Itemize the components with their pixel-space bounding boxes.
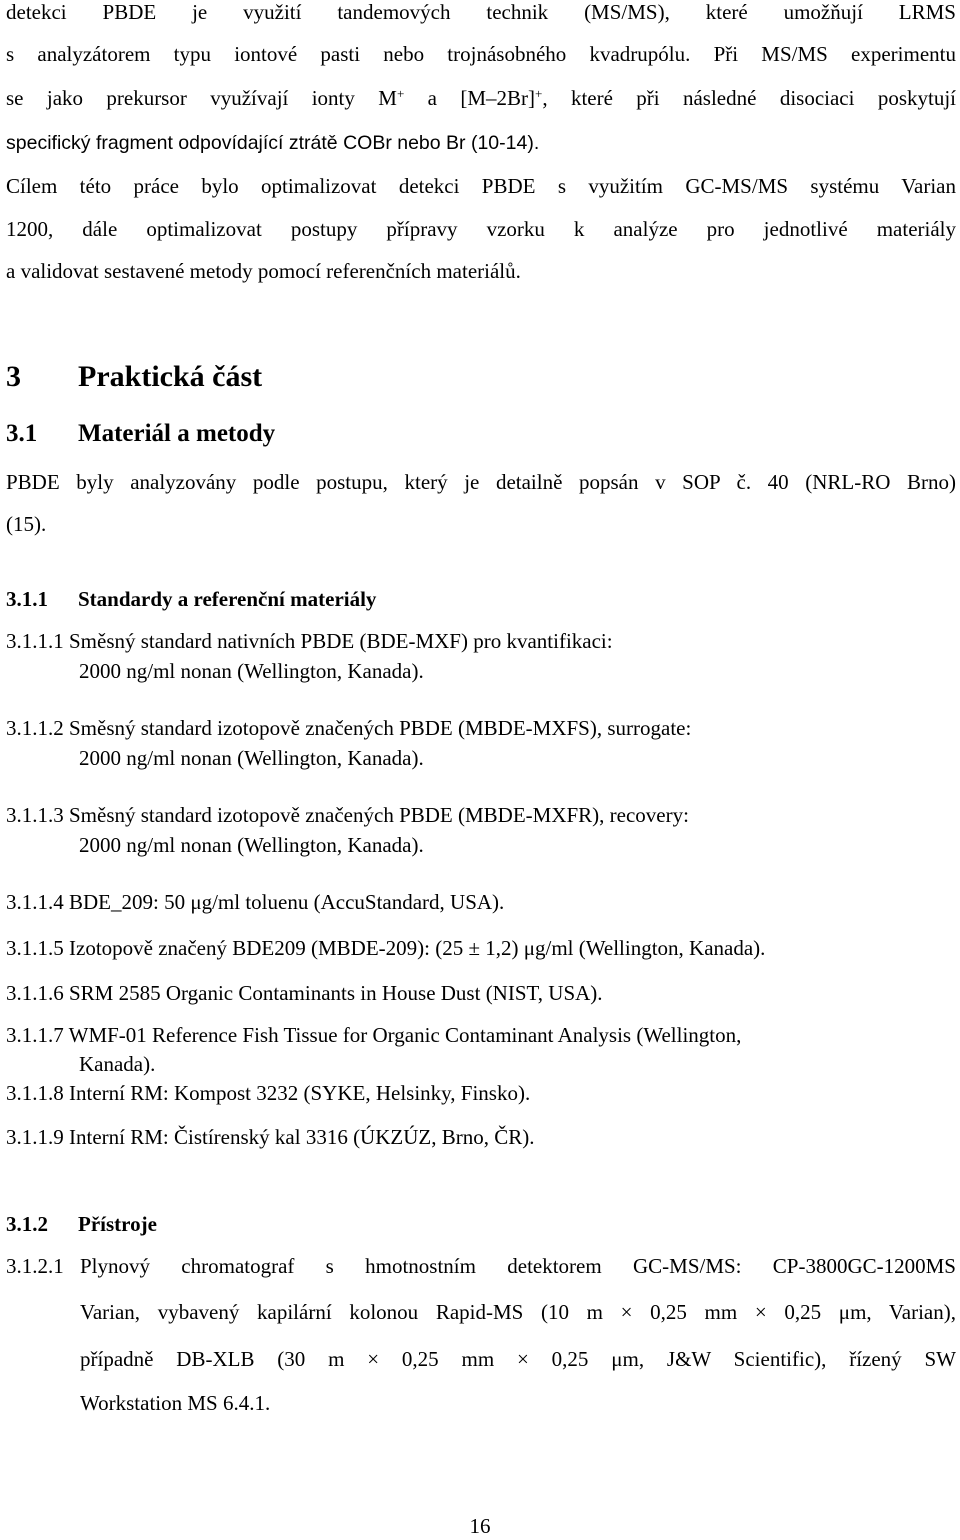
item-number: 3.1.1.2: [6, 716, 64, 740]
list-item: [6, 1252, 956, 1280]
item-text: Interní RM: Kompost 3232 (SYKE, Helsinky, Finsko).: [69, 1081, 531, 1105]
item-text: Plynový chromatograf s hmotnostním detektorem GC-MS/MS: CP-3800GC-1200MS: [80, 1254, 956, 1278]
section-number: 3.1.2: [6, 1212, 48, 1236]
item-text: Směsný standard nativních PBDE (BDE-MXF) pro kvantifikaci:: [69, 629, 613, 653]
section-number: 3: [6, 360, 21, 393]
list-item-continuation: Workstation MS 6.4.1.: [80, 1391, 271, 1415]
item-text: Směsný standard izotopově značených PBDE (MBDE-MXFS), surrogate:: [69, 716, 692, 740]
list-item-continuation: 2000 ng/ml nonan (Wellington, Kanada).: [79, 659, 424, 683]
section-title: Standardy a referenční materiály: [78, 587, 377, 611]
section-heading: [6, 359, 262, 395]
section-title: Přístroje: [78, 1212, 157, 1236]
text-span: a [M–2Br]: [404, 86, 535, 110]
list-item: [6, 888, 504, 916]
item-text: WMF-01 Reference Fish Tissue for Organic Contaminant Analysis (Wellington,: [68, 1023, 742, 1047]
item-number: 3.1.1.7: [6, 1023, 64, 1047]
list-item: [6, 801, 689, 829]
item-number: 3.1.1.5: [6, 936, 64, 960]
paragraph-line: detekci PBDE je využití tandemových technik (MS/MS), které umožňují LRMS: [6, 0, 956, 24]
item-number: 3.1.1.6: [6, 981, 64, 1005]
item-text: Izotopově značený BDE209 (MBDE-209): (25 ± 1,2) μg/ml (Wellington, Kanada).: [69, 936, 766, 960]
superscript: +: [396, 86, 405, 101]
section-title: Praktická část: [78, 360, 263, 393]
subsection-heading: [6, 418, 275, 450]
item-text: BDE_209: 50 μg/ml toluenu (AccuStandard, USA).: [69, 890, 505, 914]
item-number: 3.1.2.1: [6, 1254, 64, 1278]
list-item-continuation: Varian, vybavený kapilární kolonou Rapid-MS (10 m × 0,25 mm × 0,25 μm, Varian),: [80, 1300, 956, 1324]
list-item: [6, 714, 691, 742]
list-item: [6, 1021, 741, 1049]
list-item-continuation: případně DB-XLB (30 m × 0,25 mm × 0,25 μm, J&W Scientific), řízený SW: [80, 1347, 956, 1371]
item-text: Směsný standard izotopově značených PBDE (MBDE-MXFR), recovery:: [69, 803, 689, 827]
paragraph-line: specifický fragment odpovídající ztrátě COBr nebo Br (10-14).: [6, 132, 540, 154]
list-item: [6, 1123, 534, 1151]
list-item: [6, 1079, 530, 1107]
list-item: [6, 627, 613, 655]
list-item-continuation: Kanada).: [79, 1052, 156, 1076]
section-number: 3.1: [6, 420, 38, 447]
paragraph-line: a validovat sestavené metody pomocí referenčních materiálů.: [6, 259, 521, 283]
paragraph-line: Cílem této práce bylo optimalizovat detekci PBDE s využitím GC-MS/MS systému Varian: [6, 174, 956, 198]
item-number: 3.1.1.3: [6, 803, 64, 827]
list-item: [6, 979, 603, 1007]
item-number: 3.1.1.8: [6, 1081, 64, 1105]
subsubsection-heading: [6, 1210, 157, 1238]
item-number: 3.1.1.4: [6, 890, 64, 914]
paragraph-line: [6, 84, 956, 112]
list-item-continuation: 2000 ng/ml nonan (Wellington, Kanada).: [79, 746, 424, 770]
list-item: [6, 934, 765, 962]
paragraph-line: s analyzátorem typu iontové pasti nebo trojnásobného kvadrupólu. Při MS/MS experimentu: [6, 42, 956, 66]
section-title: Materiál a metody: [78, 420, 276, 447]
paragraph-line: PBDE byly analyzovány podle postupu, který je detailně popsán v SOP č. 40 (NRL-RO Brno): [6, 470, 956, 494]
subsubsection-heading: [6, 585, 376, 613]
item-number: 3.1.1.9: [6, 1125, 64, 1149]
item-text: Interní RM: Čistírenský kal 3316 (ÚKZÚZ, Brno, ČR).: [69, 1125, 535, 1149]
list-item-continuation: 2000 ng/ml nonan (Wellington, Kanada).: [79, 833, 424, 857]
paragraph-line: (15).: [6, 512, 47, 536]
item-number: 3.1.1.1: [6, 629, 64, 653]
paragraph-line: 1200, dále optimalizovat postupy přípravy vzorku k analýze pro jednotlivé materiály: [6, 217, 956, 241]
section-number: 3.1.1: [6, 587, 48, 611]
superscript: +: [535, 86, 543, 101]
item-text: SRM 2585 Organic Contaminants in House Dust (NIST, USA).: [69, 981, 603, 1005]
page-number: 16: [469, 1514, 491, 1538]
text-span: , které při následné disociaci poskytují: [542, 86, 956, 110]
text-span: se jako prekursor využívají ionty M: [6, 86, 397, 110]
